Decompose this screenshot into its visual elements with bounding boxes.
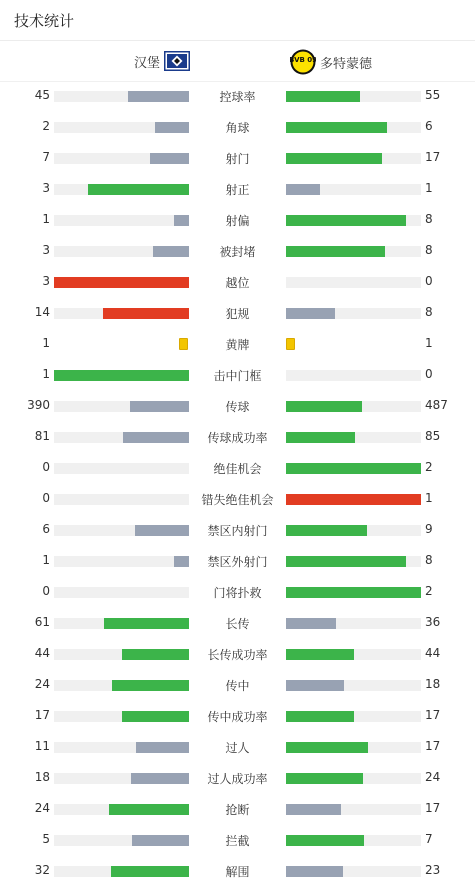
home-bar-fill [123,432,189,443]
home-bar-fill [122,649,190,660]
stat-row [0,422,475,453]
away-value: 6 [425,119,433,133]
away-bar-fill [286,649,354,660]
away-bar-fill [286,401,362,412]
home-bar-track [54,711,189,722]
away-bar-fill [286,556,406,567]
away-bar-fill [286,711,354,722]
stat-row [0,639,475,670]
home-bar-track [54,91,189,102]
bvb-logo-text: BVB 09 [290,56,316,64]
home-bar-fill [153,246,189,257]
away-bar-fill [286,308,335,319]
stat-row [0,391,475,422]
stat-row [0,546,475,577]
away-value: 17 [425,708,441,722]
stats-list [0,81,475,887]
stat-row [0,608,475,639]
away-bar-track [286,401,421,412]
stat-row [0,515,475,546]
stat-row [0,81,475,112]
home-bar-fill [104,618,189,629]
stat-row [0,670,475,701]
away-bar-track [286,835,421,846]
stat-label: 黄牌 [225,338,250,352]
away-bar-track [286,215,421,226]
stat-row [0,329,475,360]
home-bar-track [54,246,189,257]
home-value: 1 [42,336,50,350]
home-bar-fill [132,835,189,846]
home-bar-track [54,463,189,474]
away-value: 7 [425,832,433,846]
stat-label: 过人成功率 [207,772,268,786]
away-bar-fill [286,184,320,195]
away-bar-fill [286,680,344,691]
home-bar-fill [103,308,189,319]
stat-label: 传中 [225,679,250,693]
home-bar-track [54,556,189,567]
bvb-crest-icon [290,49,316,75]
away-value: 9 [425,522,433,536]
away-bar-track [286,556,421,567]
stat-row [0,174,475,205]
home-bar-fill [54,370,189,381]
away-value: 17 [425,739,441,753]
away-bar-track [286,463,421,474]
home-bar-track [54,804,189,815]
away-bar-fill [286,835,364,846]
stats-header [0,0,475,41]
stat-label: 击中门框 [213,369,262,383]
home-bar-fill [135,525,189,536]
away-value: 8 [425,553,433,567]
home-value: 0 [42,460,50,474]
away-bar-fill [286,215,406,226]
away-bar-fill [286,432,355,443]
home-bar-fill [150,153,189,164]
home-bar-track [54,370,189,381]
stat-label: 过人 [225,741,250,755]
home-bar-track [54,153,189,164]
stat-label: 抢断 [225,803,250,817]
home-bar-track [54,773,189,784]
home-bar-fill [155,122,189,133]
away-value: 1 [425,181,433,195]
stat-row [0,701,475,732]
home-bar-fill [112,680,189,691]
stat-label: 射正 [225,183,250,197]
away-bar-fill [286,246,385,257]
home-value: 45 [34,88,50,102]
away-value: 18 [425,677,441,691]
home-team-name: 汉堡 [133,55,160,71]
away-bar-fill [286,463,421,474]
stat-label: 角球 [225,121,250,135]
home-value: 5 [42,832,50,846]
stat-row [0,794,475,825]
home-bar-track [54,618,189,629]
away-bar-track [286,122,421,133]
stat-row [0,484,475,515]
stat-row [0,267,475,298]
home-value: 0 [42,584,50,598]
teams-bar [0,41,475,82]
stat-label: 禁区内射门 [207,524,268,538]
stat-label: 长传 [225,617,250,631]
away-value: 24 [425,770,441,784]
stat-label: 越位 [225,276,250,290]
away-bar-track [286,618,421,629]
stat-row [0,360,475,391]
home-bar-track [54,308,189,319]
home-value: 24 [34,801,50,815]
away-bar-fill [286,122,387,133]
stat-row [0,763,475,794]
away-bar-fill [286,773,363,784]
away-value: 8 [425,243,433,257]
home-team[interactable] [134,51,190,71]
away-team-name: 多特蒙德 [320,56,373,72]
stat-label: 传中成功率 [207,710,268,724]
away-bar-fill [286,525,367,536]
away-bar-track [286,277,421,288]
home-bar-fill [130,401,189,412]
home-value: 7 [42,150,50,164]
home-value: 61 [34,615,50,629]
away-value: 0 [425,367,433,381]
stat-label: 拦截 [225,834,250,848]
away-bar-track [286,308,421,319]
away-bar-fill [286,866,343,877]
stat-label: 禁区外射门 [207,555,268,569]
away-bar-track [286,587,421,598]
home-bar-fill [128,91,189,102]
away-bar-track [286,773,421,784]
home-bar-fill [136,742,189,753]
stat-label: 长传成功率 [207,648,268,662]
away-team[interactable] [290,49,372,75]
away-value: 487 [425,398,448,412]
home-bar-fill [109,804,189,815]
away-bar-track [286,649,421,660]
home-value: 32 [34,863,50,877]
away-value: 44 [425,646,441,660]
away-value: 55 [425,88,441,102]
away-bar-track [286,742,421,753]
away-bar-track [286,711,421,722]
stat-label: 射门 [225,152,250,166]
home-bar-fill [111,866,189,877]
hamburger-sv-crest-icon [164,51,190,71]
stat-label: 控球率 [219,90,256,104]
stat-row [0,577,475,608]
stat-label: 门将扑救 [213,586,262,600]
home-value: 3 [42,274,50,288]
home-bar-track [54,680,189,691]
away-value: 36 [425,615,441,629]
away-bar-track [286,246,421,257]
home-bar-track [54,742,189,753]
home-value: 6 [42,522,50,536]
stat-label: 传球成功率 [207,431,268,445]
stat-row [0,856,475,887]
home-bar-track [54,835,189,846]
away-bar-track [286,680,421,691]
home-value: 44 [34,646,50,660]
home-value: 3 [42,181,50,195]
away-bar-track [286,91,421,102]
away-value: 17 [425,150,441,164]
away-bar-track [286,866,421,877]
home-bar-track [54,649,189,660]
stat-row [0,236,475,267]
home-bar-fill [174,556,189,567]
stat-label: 被封堵 [219,245,256,259]
away-bar-fill [286,804,341,815]
home-value: 81 [34,429,50,443]
home-bar-track [54,432,189,443]
home-bar-track [54,122,189,133]
stat-row [0,298,475,329]
away-value: 1 [425,336,433,350]
stat-row [0,112,475,143]
stat-row [0,825,475,856]
home-value: 24 [34,677,50,691]
away-bar-fill [286,91,360,102]
home-bar-track [54,215,189,226]
away-bar-track [286,432,421,443]
away-bar-track [286,525,421,536]
home-value: 17 [34,708,50,722]
away-value: 0 [425,274,433,288]
home-bar-fill [122,711,190,722]
home-value: 1 [42,367,50,381]
home-value: 14 [34,305,50,319]
away-value: 85 [425,429,441,443]
home-bar-track [54,184,189,195]
away-value: 2 [425,584,433,598]
home-bar-track [54,494,189,505]
away-bar-track [286,153,421,164]
home-bar-fill [174,215,189,226]
away-value: 17 [425,801,441,815]
stat-label: 解围 [225,865,250,879]
stat-label: 传球 [225,400,250,414]
home-bar-track [54,525,189,536]
away-bar-fill [286,587,421,598]
away-value: 8 [425,305,433,319]
stat-row [0,143,475,174]
away-bar-track [286,370,421,381]
home-value: 1 [42,553,50,567]
home-bar-fill [131,773,189,784]
away-value: 8 [425,212,433,226]
home-bar-fill [54,277,189,288]
stat-label: 犯规 [225,307,250,321]
home-bar-fill [88,184,189,195]
home-bar-track [54,277,189,288]
yellow-card-icon [179,338,188,350]
home-value: 1 [42,212,50,226]
away-bar-fill [286,153,382,164]
away-value: 23 [425,863,441,877]
away-bar-track [286,494,421,505]
away-value: 2 [425,460,433,474]
stat-row [0,732,475,763]
home-value: 11 [34,739,50,753]
home-value: 18 [34,770,50,784]
stat-row [0,205,475,236]
away-value: 1 [425,491,433,505]
home-bar-track [54,587,189,598]
home-value: 3 [42,243,50,257]
stat-label: 绝佳机会 [213,462,262,476]
away-bar-track [286,184,421,195]
away-bar-fill [286,742,368,753]
home-value: 0 [42,491,50,505]
stat-label: 错失绝佳机会 [201,493,274,507]
page-title: 技术统计 [14,12,75,30]
away-bar-track [286,804,421,815]
home-bar-track [54,866,189,877]
home-bar-track [54,401,189,412]
away-bar-fill [286,494,421,505]
stat-row [0,453,475,484]
stat-label: 射偏 [225,214,250,228]
away-bar-fill [286,618,336,629]
yellow-card-icon [286,338,295,350]
home-value: 390 [27,398,50,412]
home-value: 2 [42,119,50,133]
